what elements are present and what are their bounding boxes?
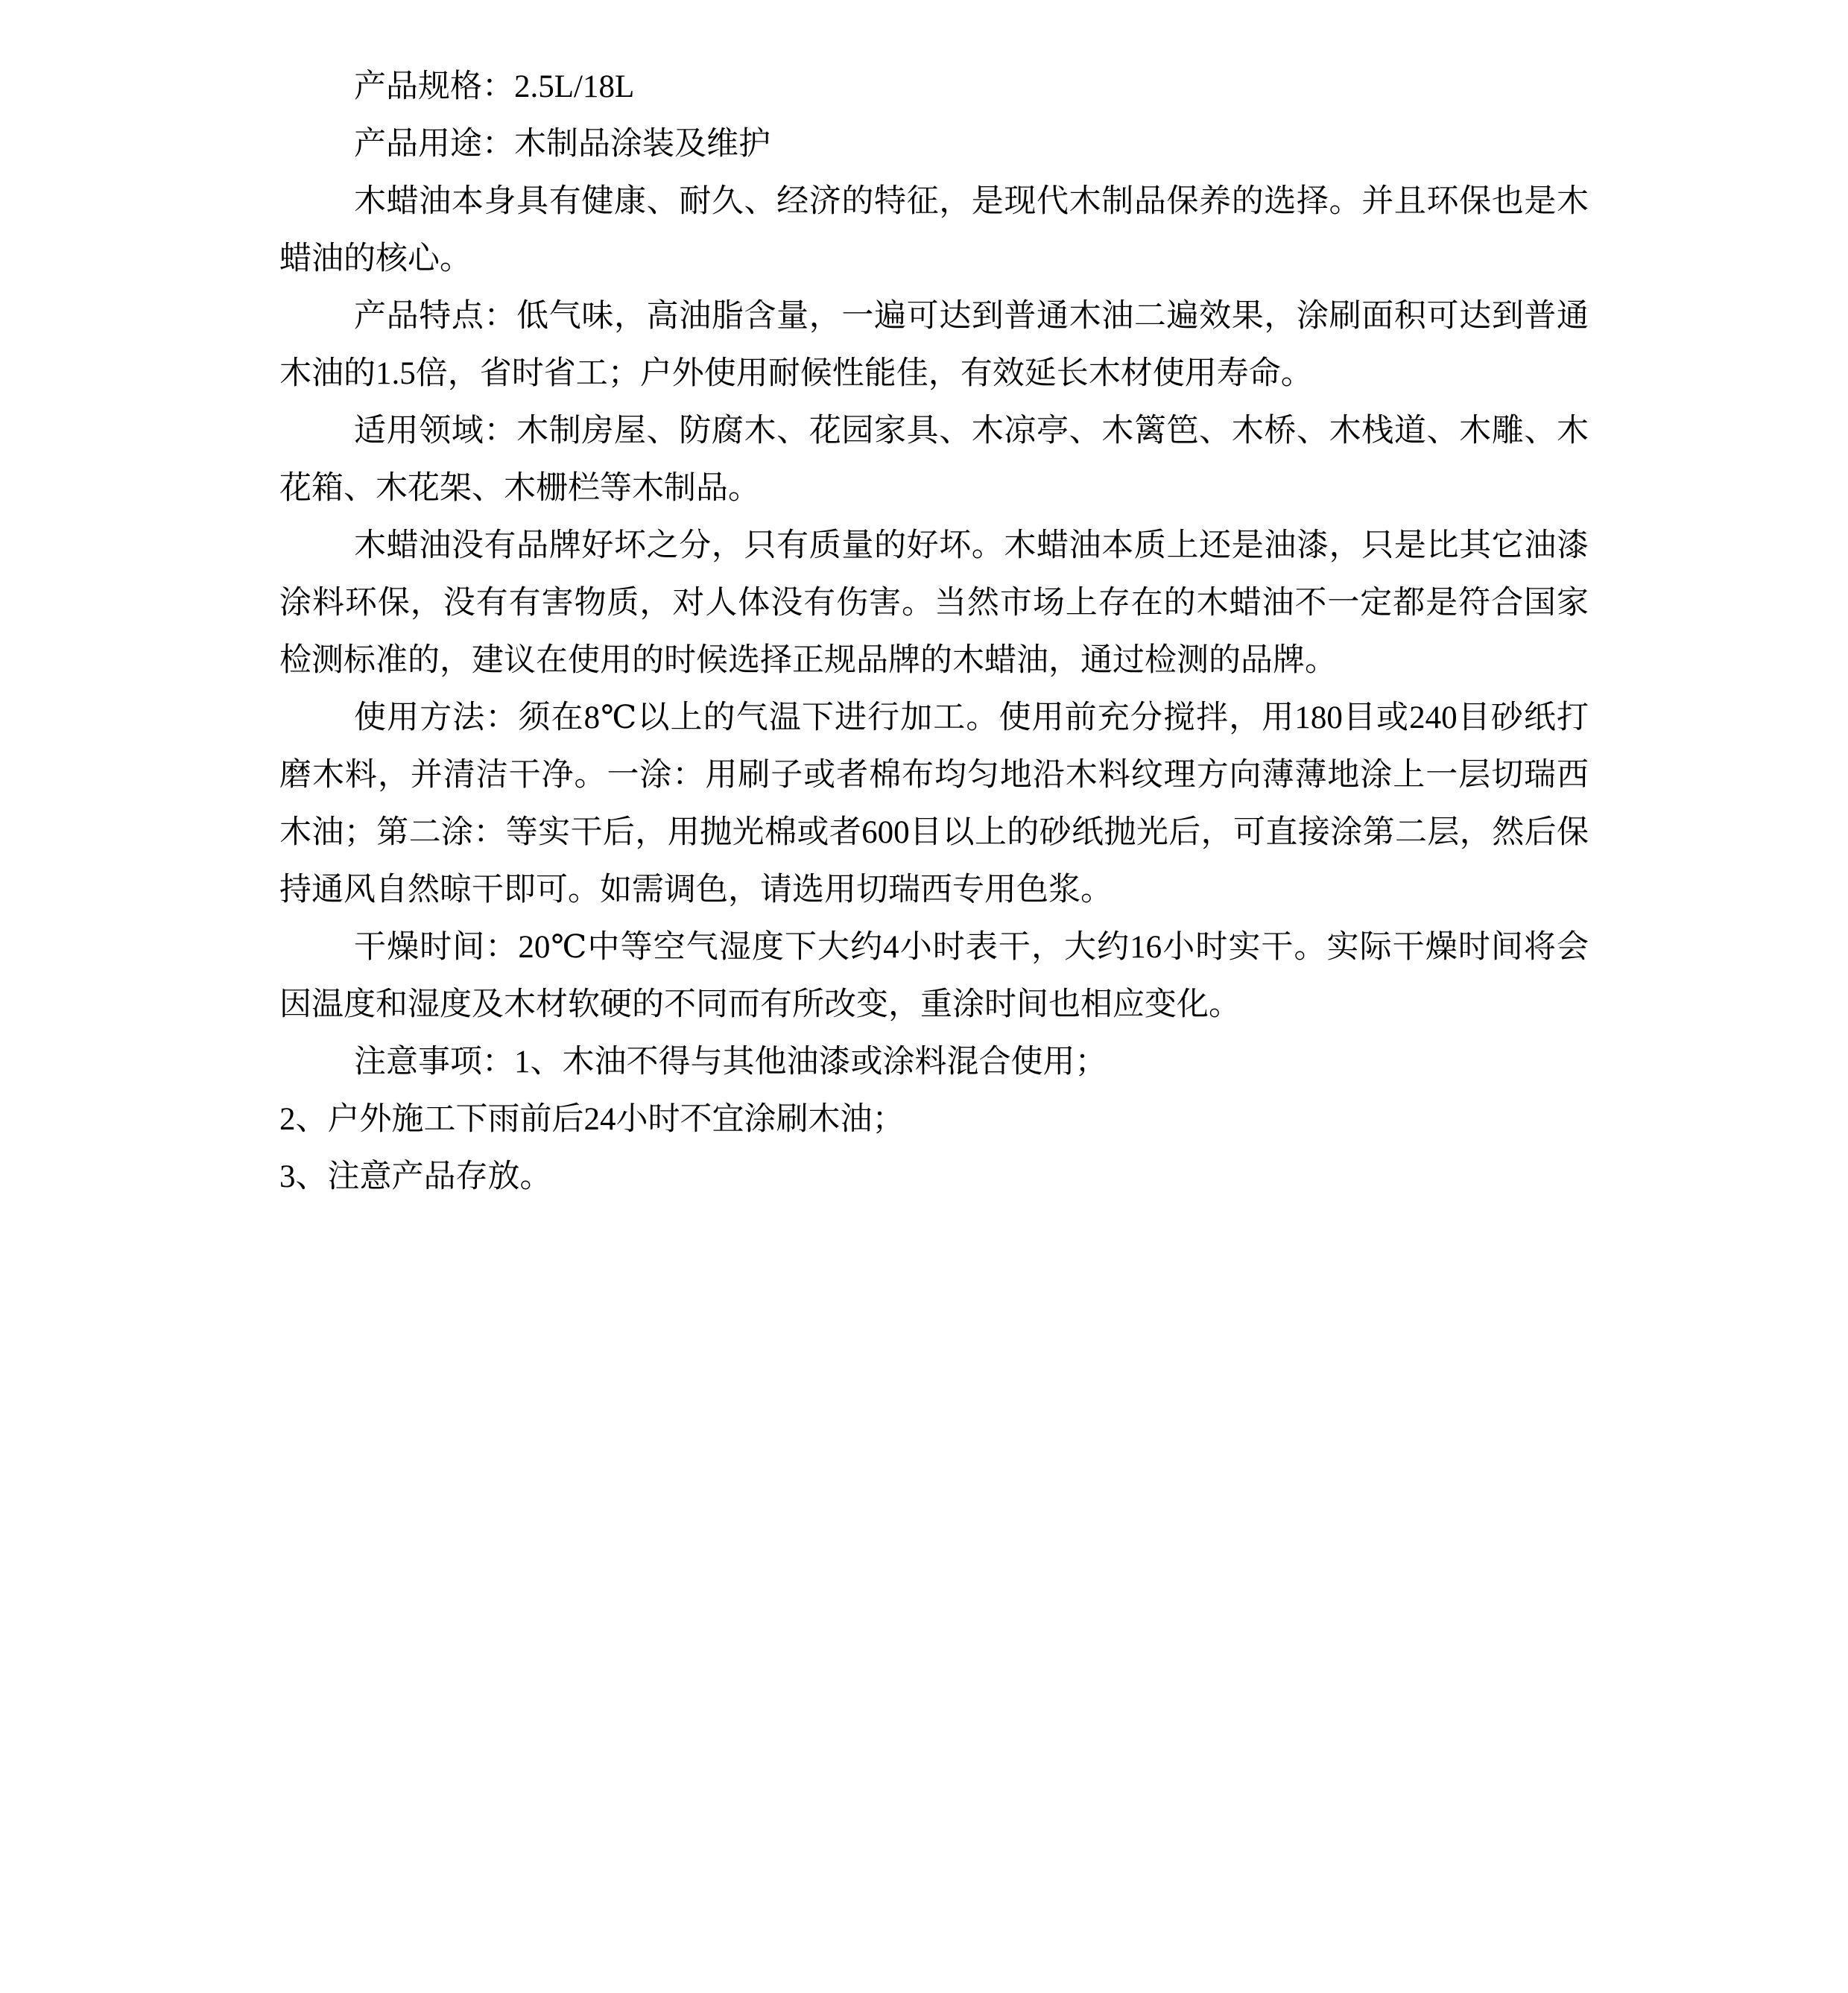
paragraph-quality-note: 木蜡油没有品牌好坏之分，只有质量的好坏。木蜡油本质上还是油漆，只是比其它油漆涂料环保，没有有害物质，对人体没有伤害。当然市场上存在的木蜡油不一定都是符合国家检测标准的，建议在使用的时候选择正规品牌的木蜡油，通过检测的品牌。 [279, 528, 1589, 678]
paragraph-precaution-item-1: 注意事项：1、木油不得与其他油漆或涂料混合使用； [354, 1045, 1107, 1080]
paragraph-drying-time: 干燥时间：20℃中等空气湿度下大约4小时表干，大约16小时实干。实际干燥时间将会因温度和湿度及木材软硬的不同而有所改变，重涂时间也相应变化。 [279, 930, 1589, 1022]
paragraph-product-features: 产品特点：低气味，高油脂含量，一遍可达到普通木油二遍效果，涂刷面积可达到普通木油的1.5倍，省时省工；户外使用耐候性能佳，有效延长木材使用寿命。 [279, 299, 1589, 391]
paragraph-product-spec: 产品规格：2.5L/18L [354, 69, 635, 104]
paragraph-product-usage: 产品用途：木制品涂装及维护 [354, 127, 770, 162]
paragraph-precaution-item-3: 3、注意产品存放。 [279, 1159, 552, 1194]
paragraph-usage-instructions: 使用方法：须在8℃以上的气温下进行加工。使用前充分搅拌，用180目或240目砂纸打磨木料，并清洁干净。一涂：用刷子或者棉布均匀地沿木料纹理方向薄薄地涂上一层切瑞西木油；第二涂：等实干后，用抛光棉或者600目以上的砂纸抛光后，可直接涂第二层，然后保持通风自然晾干即可。如需调色，请选用切瑞西专用色浆。 [279, 700, 1589, 907]
paragraph-application-fields: 适用领域：木制房屋、防腐木、花园家具、木凉亭、木篱笆、木桥、木栈道、木雕、木花箱、木花架、木栅栏等木制品。 [279, 414, 1589, 506]
paragraph-intro: 木蜡油本身具有健康、耐久、经济的特征，是现代木制品保养的选择。并且环保也是木蜡油的核心。 [279, 184, 1589, 276]
paragraph-precaution-item-2: 2、户外施工下雨前后24小时不宜涂刷木油； [279, 1102, 905, 1137]
